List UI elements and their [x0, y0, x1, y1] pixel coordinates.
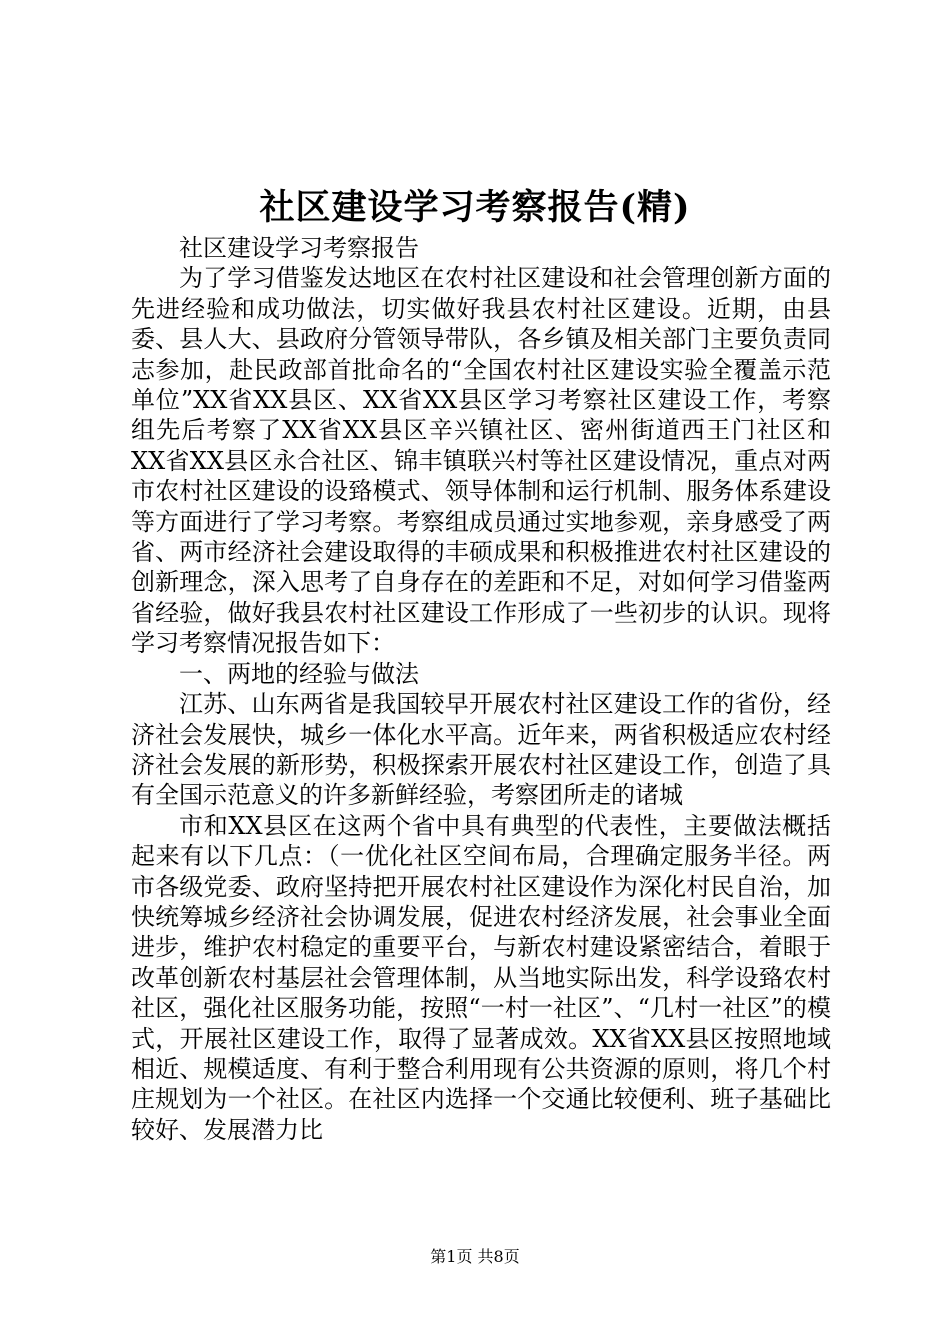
document-title: 社区建设学习考察报告(精): [259, 187, 691, 228]
document-body: [131, 233, 831, 1145]
section-heading: 一、两地的经验与做法: [179, 659, 419, 688]
paragraph-intro: 为了学习借鉴发达地区在农村社区建设和社会管理创新方面的先进经验和成功做法，切实做好我县农村社区建设。近期，由县委、县人大、县政府分管领导带队，各乡镇及相关部门主要负责同志参加，赴民政部首批命名的“全国农村社区建设实验全覆盖示范单位”XX省XX县区、XX省XX县区学习考察社区建设工作，考察组先后考察了XX省XX县区辛兴镇社区、密州街道西王门社区和XX省XX县区永合社区、锦丰镇联兴村等社区建设情况，重点对两市农村社区建设的设臵模式、领导体制和运行机制、服务体系建设等方面进行了学习考察。考察组成员通过实地参观，亲身感受了两省、两市经济社会建设取得的丰硕成果和积极推进农村社区建设的创新理念，深入思考了自身存在的差距和不足，对如何学习借鉴两省经验，做好我县农村社区建设工作形成了一些初步的认识。现将学习考察情况报告如下：: [131, 264, 831, 658]
paragraph-subtitle: 社区建设学习考察报告: [179, 234, 419, 262]
paragraph-overview: 江苏、山东两省是我国较早开展农村社区建设工作的省份，经济社会发展快，城乡一体化水平高。近年来，两省积极适应农村经济社会发展的新形势，积极探索开展农村社区建设工作，创造了具有全国示范意义的许多新鲜经验，考察团所走的诸城: [131, 690, 831, 810]
paragraph-practices: 市和XX县区在这两个省中具有典型的代表性，主要做法概括起来有以下几点：（一优化社区空间布局，合理确定服务半径。两市各级党委、政府坚持把开展农村社区建设作为深化村民自治，加快统筹城乡经济社会协调发展，促进农村经济发展，社会事业全面进步，维护农村稳定的重要平台，与新农村建设紧密结合，着眼于改革创新农村基层社会管理体制，从当地实际出发，科学设臵农村社区，强化社区服务功能，按照“一村一社区”、“几村一社区”的模式，开展社区建设工作，取得了显著成效。XX省XX县区按照地域相近、规模适度、有利于整合利用现有公共资源的原则，将几个村庄规划为一个社区。在社区内选择一个交通比较便利、班子基础比较好、发展潜力比: [131, 811, 831, 1144]
page-number-footer: 第1页 共8页: [430, 1247, 520, 1266]
